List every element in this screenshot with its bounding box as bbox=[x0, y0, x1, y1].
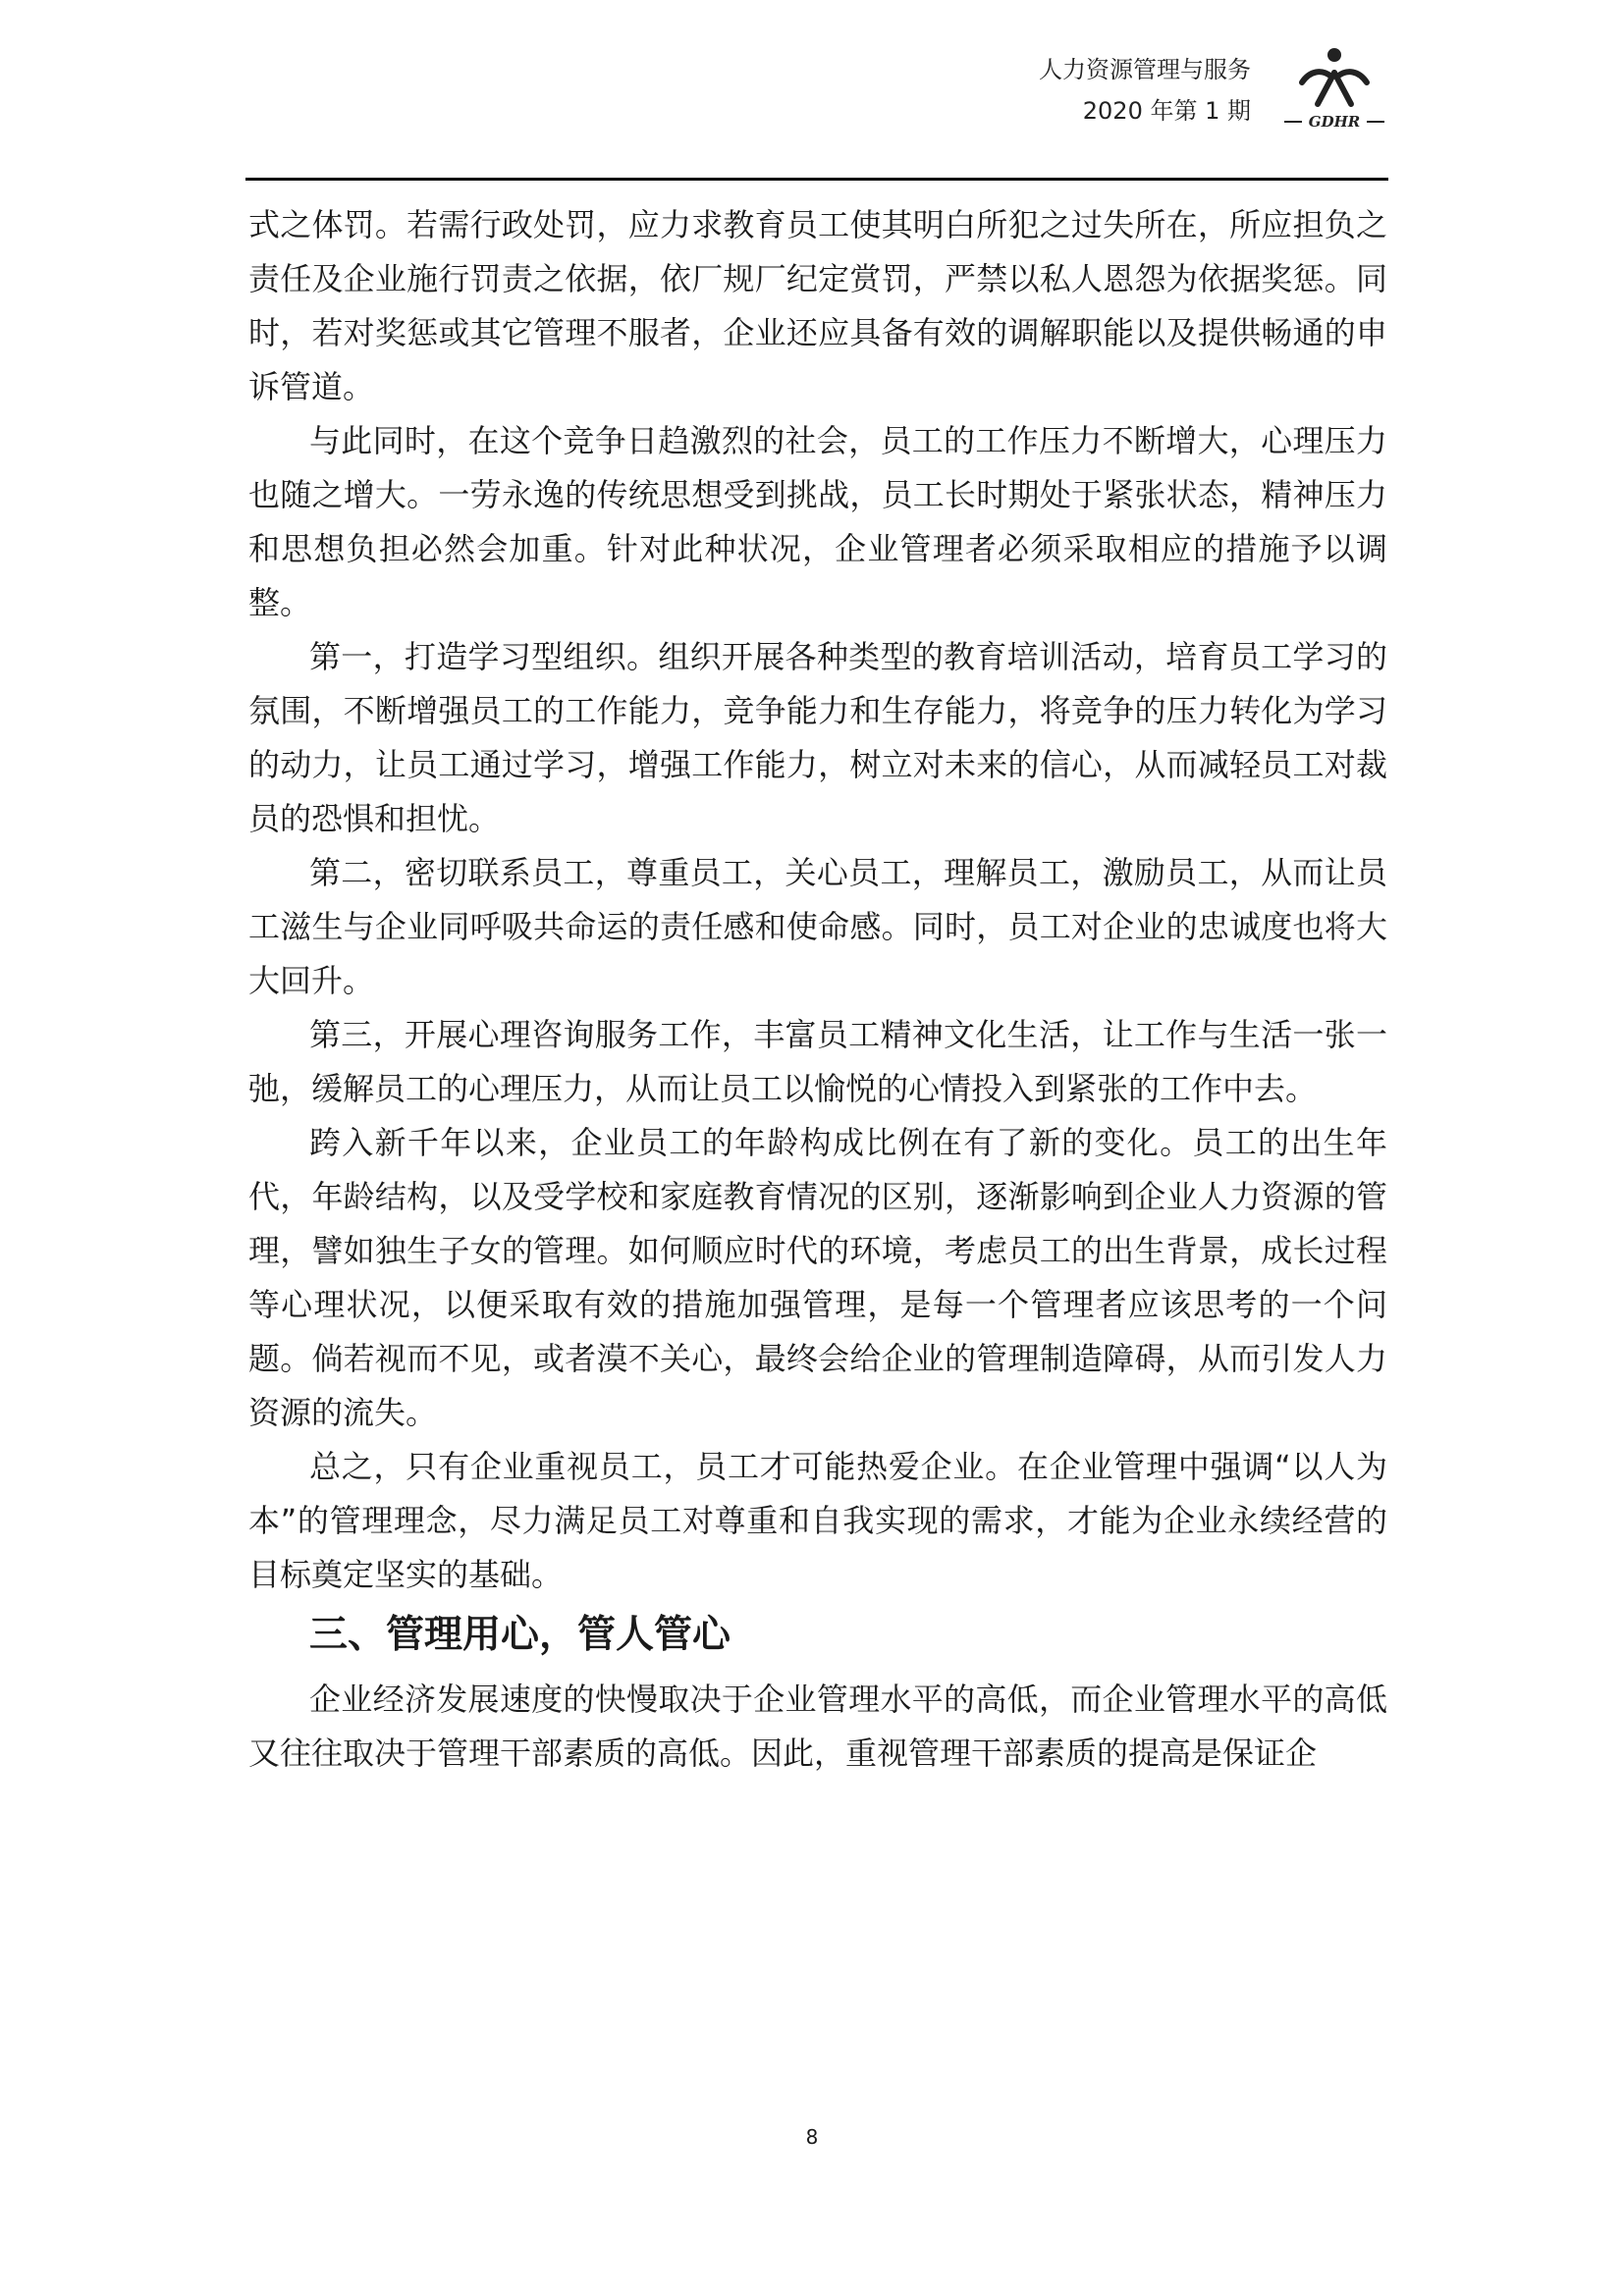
paragraph: 第一，打造学习型组织。组织开展各种类型的教育培训活动，培育员工学习的氛围，不断增强员工的工作能力，竞争能力和生存能力，将竞争的压力转化为学习的动力，让员工通过学习，增强工作能力，树立对未来的信心，从而减轻员工对裁员的恐惧和担忧。 bbox=[248, 638, 1387, 837]
page-number: 8 bbox=[805, 2125, 819, 2149]
paragraph: 企业经济发展速度的快慢取决于企业管理水平的高低，而企业管理水平的高低又往往取决于管理干部素质的高低。因此，重视管理干部素质的提高是保证企 bbox=[248, 1681, 1387, 1772]
journal-title: 人力资源管理与服务 bbox=[1039, 56, 1251, 83]
issue-label: 2020 年第 1 期 bbox=[1082, 97, 1251, 125]
paragraph-continuation: 式之体罚。若需行政处罚，应力求教育员工使其明白所犯之过失所在，所应担负之责任及企业施行罚责之依据，依厂规厂纪定赏罚，严禁以私人恩怨为依据奖惩。同时，若对奖惩或其它管理不服者，企业还应具备有效的调解职能以及提供畅通的申诉管道。 bbox=[248, 206, 1387, 405]
section-heading: 三、管理用心，管人管心 bbox=[309, 1613, 731, 1657]
article-body bbox=[248, 198, 1387, 1781]
paragraph: 总之，只有企业重视员工，员工才可能热爱企业。在企业管理中强调“以人为本”的管理理念，尽力满足员工对尊重和自我实现的需求，才能为企业永续经营的目标奠定坚实的基础。 bbox=[248, 1448, 1387, 1593]
paragraph: 与此同时，在这个竞争日趋激烈的社会，员工的工作压力不断增大，心理压力也随之增大。一劳永逸的传统思想受到挑战，员工长时期处于紧张状态，精神压力和思想负担必然会加重。针对此种状况，企业管理者必须采取相应的措施予以调整。 bbox=[248, 422, 1387, 621]
header-rule bbox=[245, 178, 1388, 181]
paragraph: 跨入新千年以来，企业员工的年龄构成比例在有了新的变化。员工的出生年代，年龄结构，以及受学校和家庭教育情况的区别，逐渐影响到企业人力资源的管理，譬如独生子女的管理。如何顺应时代的环境，考虑员工的出生背景，成长过程等心理状况，以便采取有效的措施加强管理，是每一个管理者应该思考的一个问题。倘若视而不见，或者漠不关心，最终会给企业的管理制造障碍，从而引发人力资源的流失。 bbox=[248, 1124, 1387, 1431]
gdhr-logo bbox=[1280, 43, 1388, 132]
page-header bbox=[245, 39, 1388, 177]
paragraph: 第三，开展心理咨询服务工作，丰富员工精神文化生活，让工作与生活一张一弛，缓解员工的心理压力，从而让员工以愉悦的心情投入到紧张的工作中去。 bbox=[248, 1016, 1387, 1107]
logo-text: GDHR bbox=[1308, 113, 1361, 131]
header-text bbox=[1039, 49, 1251, 132]
paragraph: 第二，密切联系员工，尊重员工，关心员工，理解员工，激励员工，从而让员工滋生与企业同呼吸共命运的责任感和使命感。同时，员工对企业的忠诚度也将大大回升。 bbox=[248, 854, 1387, 999]
